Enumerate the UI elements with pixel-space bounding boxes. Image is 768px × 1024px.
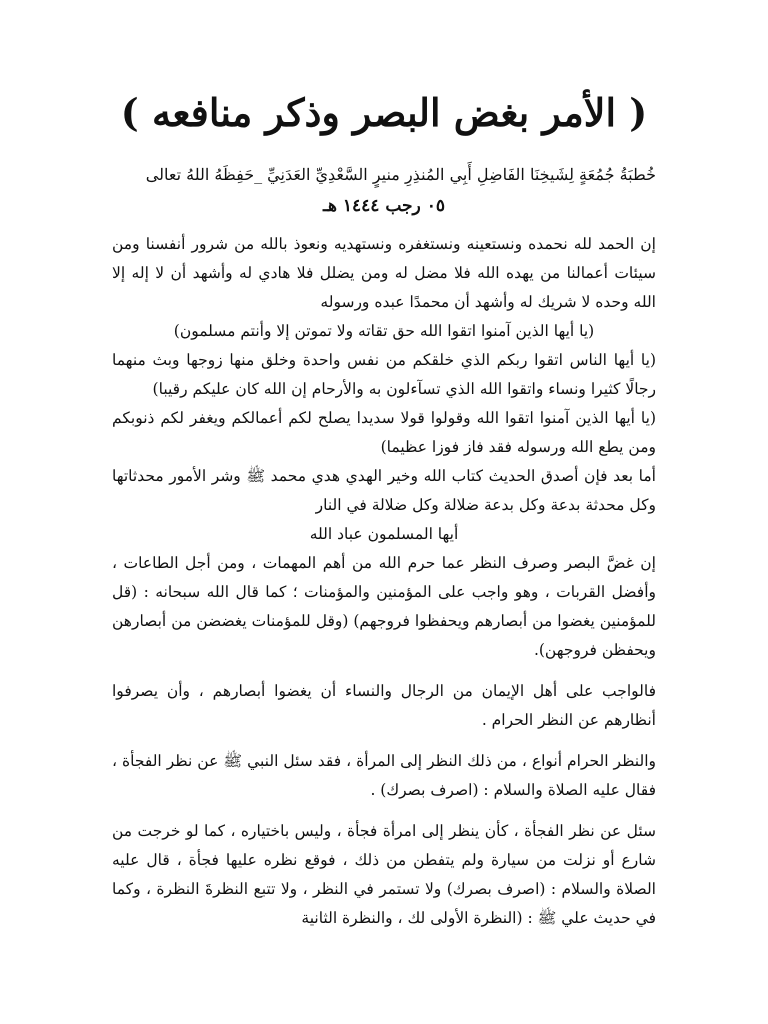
quran-verse-1: (يا أيها الذين آمنوا اتقوا الله حق تقاته ولا تموتن إلا وأنتم مسلمون) xyxy=(173,322,595,341)
opening-praise-paragraph: إن الحمد لله نحمده ونستعينه ونستغفره ونستهديه ونعوذ بالله من شرور أنفسنا ومن سيئات أعمالنا من يهده الله فلا مضل له ومن يضلل فلا هادي له وأشهد أن لا إله إلا الله وحده لا شريك له وأشهد أن محمدًا عبده ورسوله xyxy=(112,235,656,312)
address-line: أيها المسلمون عباد الله xyxy=(309,525,459,544)
quran-verse-2: (يا أيها الناس اتقوا ربكم الذي خلقكم من نفس واحدة وخلق منها زوجها وبث منهما رجالًا كثيرا ونساء واتقوا الله الذي تسآءلون به والأرحام إن الله كان عليكم رقيبا) xyxy=(112,351,656,399)
amma-bad-paragraph: أما بعد فإن أصدق الحديث كتاب الله وخير الهدي هدي محمد ﷺ وشر الأمور محدثاتها وكل محدثة بدعة وكل بدعة ضلالة وكل ضلالة في النار xyxy=(112,467,656,515)
sudden-glance-paragraph: سئل عن نظر الفجأة ، كأن ينظر إلى امرأة فجأة ، وليس باختياره ، كما لو خرجت من شارع أو نزلت من سيارة ولم يتفطن من ذلك ، فوقع نظره عليها فجأة ، قال عليه الصلاة والسلام : (اصرف بصرك) ولا تستمر في النظر ، ولا تتبع النظرةَ النظرة ، وكما في حديث علي ﷺ : (النظرة الأولى لك ، والنظرة الثانية xyxy=(112,822,656,928)
lowering-gaze-paragraph: إن غضَّ البصر وصرف النظر عما حرم الله من أهم المهمات ، ومن أجل الطاعات ، وأفضل القربات ، وهو واجب على المؤمنين والمؤمنات ؛ كما قال الله سبحانه : (قل للمؤمنين يغضوا من أبصارهم ويحفظوا فروجهم) (وقل للمؤمنات يغضضن من أبصارهن ويحفظن فروجهن). xyxy=(112,554,656,660)
forbidden-gaze-types-paragraph: والنظر الحرام أنواع ، من ذلك النظر إلى المرأة ، فقد سئل النبي ﷺ عن نظر الفجأة ، فقال عليه الصلاة والسلام : (اصرف بصرك) . xyxy=(112,752,656,800)
quran-verse-3: (يا أيها الذين آمنوا اتقوا الله وقولوا قولا سديدا يصلح لكم أعمالكم ويغفر لكم ذنوبكم ومن يطع الله ورسوله فقد فاز فوزا عظيما) xyxy=(112,409,656,457)
obligation-paragraph: فالواجب على أهل الإيمان من الرجال والنساء أن يغضوا أبصارهم ، وأن يصرفوا أنظارهم عن النظر الحرام . xyxy=(112,682,656,730)
sermon-date: ٠٥ رجب ١٤٤٤ هـ xyxy=(323,196,445,217)
sermon-attribution: خُطبَةُ جُمُعَةٍ لِشَيخِنَا الفَاضِلِ أَبِي المُنذِرِ منيرٍ السَّعْدِيِّ العَدَنِيِّ _حَفِظَهُ اللهُ تعالى xyxy=(145,165,656,185)
document-title: ( الأمر بغض البصر وذكر منافعه ) xyxy=(120,90,648,135)
